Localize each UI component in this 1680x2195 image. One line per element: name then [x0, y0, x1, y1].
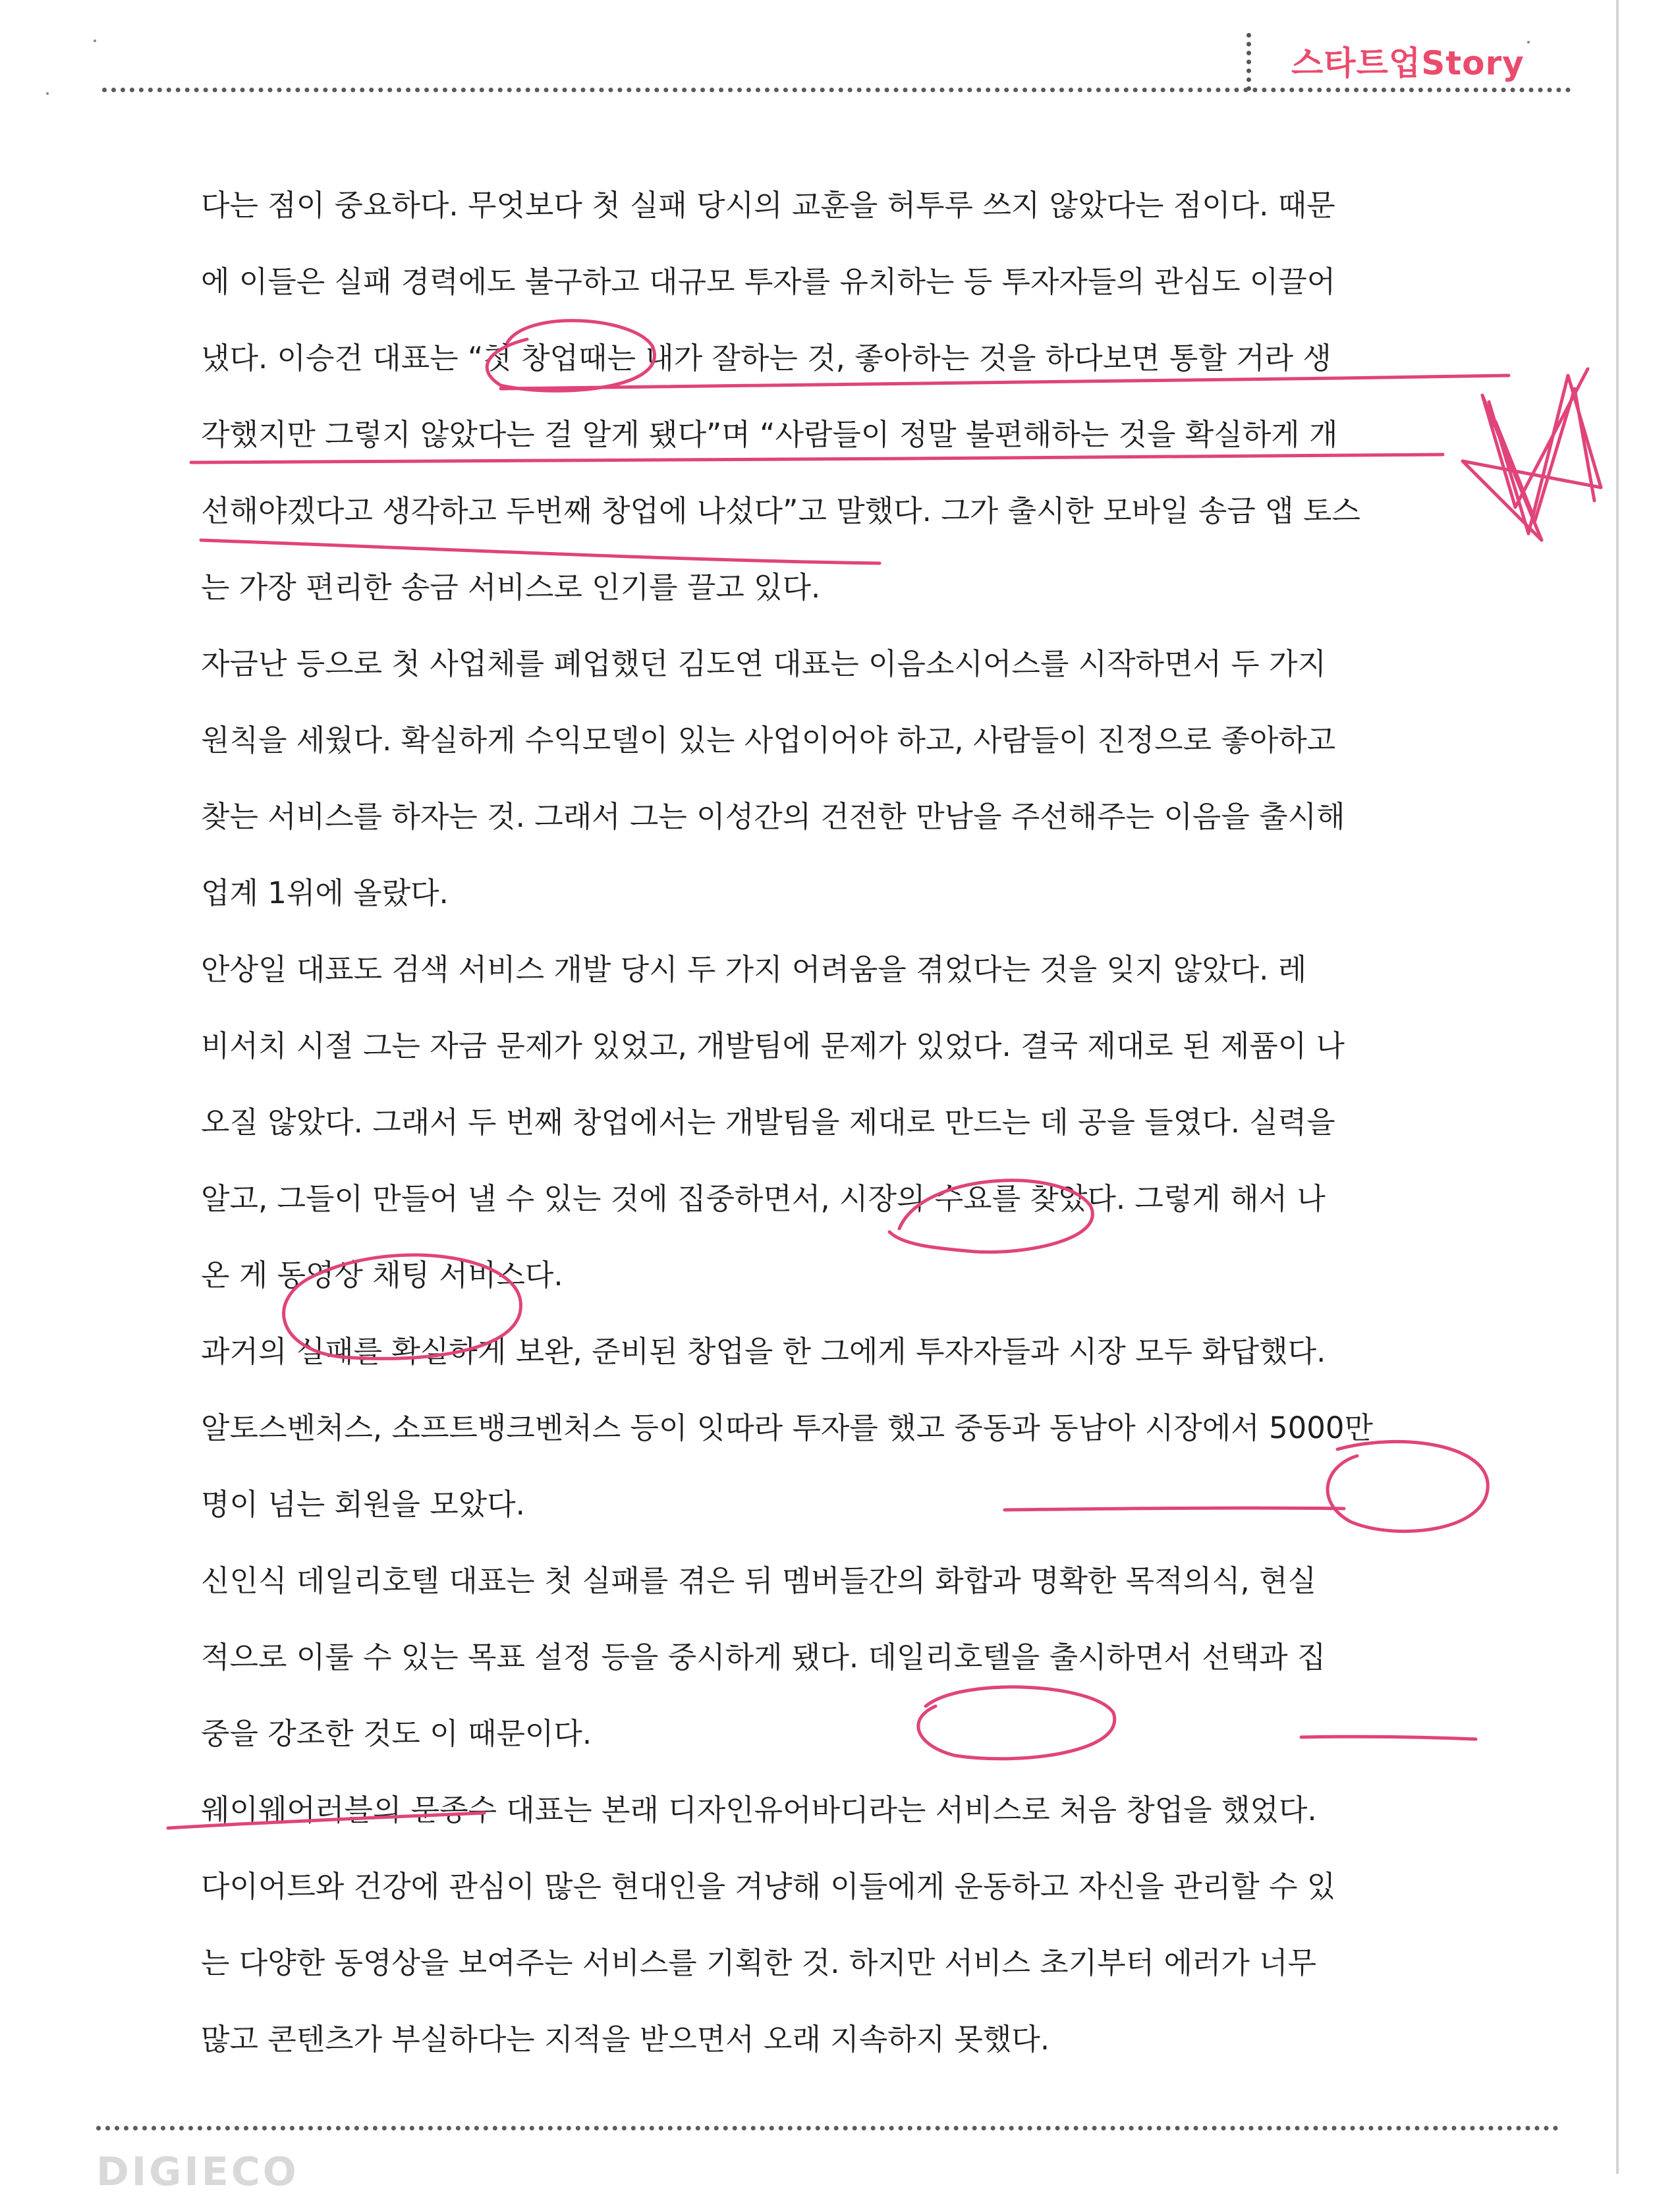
article-body [201, 167, 1486, 2078]
text-line: 온 게 동영상 채팅 서비스다. [201, 1258, 563, 1292]
text-line: 신인식 데일리호텔 대표는 첫 실패를 겪은 뒤 멤버들간의 화합과 명확한 목적의식, 현실 [201, 1563, 1317, 1598]
text-line: 안상일 대표도 검색 서비스 개발 당시 두 가지 어려움을 겪었다는 것을 잊지 않았다. 레 [201, 952, 1307, 987]
text-line: 적으로 이룰 수 있는 목표 설정 등을 중시하게 됐다. 데일리호텔을 출시하면서 선택과 집 [201, 1640, 1326, 1675]
scan-speck [46, 92, 49, 95]
text-line: 원칙을 세웠다. 확실하게 수익모델이 있는 사업이어야 하고, 사람들이 진정으로 좋아하고 [201, 723, 1336, 758]
text-line: 많고 콘텐츠가 부실하다는 지적을 받으면서 오래 지속하지 못했다. [201, 2022, 1050, 2057]
section-brand: 스타트업Story [1291, 44, 1525, 82]
text-line: 선해야겠다고 생각하고 두번째 창업에 나섰다”고 말했다. 그가 출시한 모바일 송금 앱 토스 [201, 493, 1360, 528]
star-mark [1496, 389, 1594, 520]
text-line: 오질 않았다. 그래서 두 번째 창업에서는 개발팀을 제대로 만드는 데 공을 들였다. 실력을 [201, 1105, 1335, 1140]
footer-logo: DIGIECO [96, 2149, 299, 2195]
text-line: 다는 점이 중요하다. 무엇보다 첫 실패 당시의 교훈을 허투루 쓰지 않았다는 점이다. 때문 [201, 188, 1335, 223]
text-line: 는 가장 편리한 송금 서비스로 인기를 끌고 있다. [201, 570, 821, 605]
text-line: 에 이들은 실패 경력에도 불구하고 대규모 투자를 유치하는 등 투자자들의 관심도 이끌어 [201, 264, 1336, 299]
header-separator [1246, 33, 1251, 91]
text-line: 다이어트와 건강에 관심이 많은 현대인을 겨냥해 이들에게 운동하고 자신을 관리할 수 있 [201, 1869, 1336, 1904]
scan-speck [1527, 41, 1530, 43]
text-line: 는 다양한 동영상을 보여주는 서비스를 기획한 것. 하지만 서비스 초기부터 에러가 너무 [201, 1945, 1317, 1980]
text-line: 알고, 그들이 만들어 낼 수 있는 것에 집중하면서, 시장의 수요를 찾았다. 그렇게 해서 나 [201, 1181, 1326, 1216]
text-line: 중을 강조한 것도 이 때문이다. [201, 1716, 592, 1751]
text-line: 명이 넘는 회원을 모았다. [201, 1487, 525, 1522]
text-line: 웨이웨어러블의 문종수 대표는 본래 디자인유어바디라는 서비스로 처음 창업을 했었다. [201, 1792, 1317, 1827]
text-line: 냈다. 이승건 대표는 “첫 창업때는 내가 잘하는 것, 좋아하는 것을 하다보면 통할 거라 생 [201, 341, 1331, 375]
text-line: 각했지만 그렇지 않았다는 걸 알게 됐다”며 “사람들이 정말 불편해하는 것을 확실하게 개 [201, 417, 1338, 452]
text-line: 알토스벤처스, 소프트뱅크벤처스 등이 잇따라 투자를 했고 중동과 동남아 시장에서 5000만 [201, 1410, 1374, 1445]
header-rule [102, 88, 1571, 92]
footer-rule [96, 2126, 1559, 2130]
scan-speck [94, 40, 96, 42]
text-line: 찾는 서비스를 하자는 것. 그래서 그는 이성간의 건전한 만남을 주선해주는 이음을 출시해 [201, 799, 1345, 834]
text-line: 비서치 시절 그는 자금 문제가 있었고, 개발팀에 문제가 있었다. 결국 제대로 된 제품이 나 [201, 1028, 1345, 1063]
text-line: 자금난 등으로 첫 사업체를 폐업했던 김도연 대표는 이음소시어스를 시작하면서 두 가지 [201, 646, 1326, 681]
text-line: 과거의 실패를 확실하게 보완, 준비된 창업을 한 그에게 투자자들과 시장 모두 화답했다. [201, 1334, 1326, 1369]
page-edge [1616, 0, 1619, 2174]
text-line: 업계 1위에 올랐다. [201, 875, 449, 910]
